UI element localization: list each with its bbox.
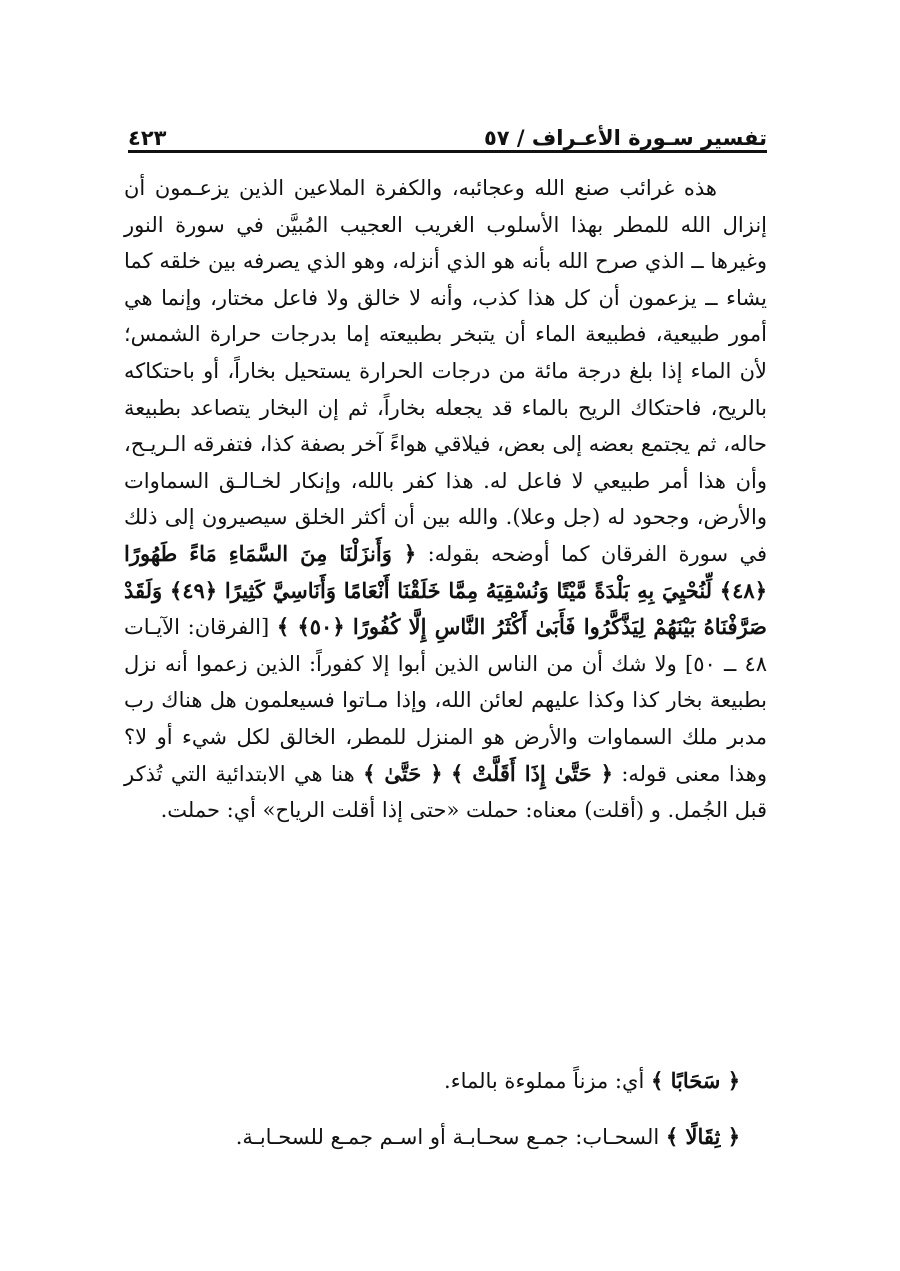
running-title: تفسير سـورة الأعـراف / ٥٧ <box>483 126 767 150</box>
gloss-definition: أي: مزناً مملوءة بالماء. <box>444 1069 645 1093</box>
gloss-term: ﴿ ثِقَالًا ﴾ <box>665 1124 740 1149</box>
main-text-block <box>124 170 767 829</box>
quran-verse-quote: ﴿ وَأَنزَلْنَا مِنَ السَّمَاءِ مَاءً طَهُورًا ﴿٤٨﴾ لِّنُحْيِيَ بِهِ بَلْدَةً مَّيْتًا وَنُسْقِيَهُ مِمَّا خَلَقْنَا أَنْعَامًا وَأَنَاسِيَّ كَثِيرًا ﴿٤٩﴾ وَلَقَدْ صَرَّفْنَاهُ بَيْنَهُمْ لِيَذَّكَّرُوا فَأَبَىٰ أَكْثَرُ النَّاسِ إِلَّا كُفُورًا ﴿٥٠﴾ ﴾ <box>124 540 767 640</box>
gloss-entry <box>124 1124 740 1149</box>
gloss-definition: السحـاب: جمـع سحـابـة أو اسـم جمـع للسحـابـة. <box>235 1125 660 1149</box>
page-number: ٤٢٣ <box>128 126 167 150</box>
quran-verse-short-1: ﴿ حَتَّىٰ إِذَا أَقَلَّتْ ﴾ <box>450 760 613 786</box>
paragraph-end: هنا هي الابتدائية التي تُذكر قبل الجُمل. و (أقلت) معناه: حملت «حتى إذا أقلت الرياح» أي: حملت. <box>124 761 767 823</box>
page-header <box>128 110 767 150</box>
paragraph-main: هذه غرائب صنع الله وعجائبه، والكفرة الملاعين الذين يزعـمون أن إنزال الله للمطر بهذا الأسلوب الغريب العجيب المُبيَّن في سورة النور وغيرها ــ الذي صرح الله بأنه هو الذي أنزله، وهو الذي يصرفه بين خلقه كما يشاء ــ يزعمون أن كل هذا كذب، وأنه لا خالق ولا فاعل مختار، وإنما هي أمور طبيعية، فطبيعة الماء أن يتبخر بطبيعته إما بدرجات حرارة الشمس؛ لأن الماء إذا بلغ درجة مائة من درجات الحرارة يستحيل بخاراً، أو باحتكاكه بالريح، فاحتكاك الريح بالماء قد يجعله بخاراً، ثم إن البخار يتصاعد بطبيعة حاله، ثم يجتمع بعضه إلى بعض، فيلاقي هواءً آخر بصفة كذا، فتفرقه الـريـح، وأن هذا أمر طبيعي لا فاعل له. هذا كفر بالله، وإنكار لخـالـق السماوات والأرض، وجحود له (جل وعلا). والله بين أن أكثر الخلق سيصيرون إلى ذلك في سورة الفرقان كما أوضحه بقوله: <box>124 176 768 566</box>
paragraph-after-verse: [الفرقان: الآيـات ٤٨ ــ ٥٠] ولا شك أن من الناس الذين أبوا إلا كفوراً: الذين زعموا أنه نزل بطبيعة بخار كذا وكذا عليهم لعائن الله، وإذا مـاتوا فسيعلمون هل هناك رب مدبر ملك السماوات والأرض هو المنزل للمطر، الخالق لكل شيء أو لا؟ وهذا معنى قوله: <box>124 615 768 786</box>
commentary-paragraph <box>124 170 767 829</box>
gloss-entry <box>124 1068 740 1093</box>
quran-verse-short-2: ﴿ حَتَّىٰ ﴾ <box>363 760 443 786</box>
header-divider <box>128 150 767 153</box>
gloss-term: ﴿ سَحَابًا ﴾ <box>650 1068 740 1093</box>
